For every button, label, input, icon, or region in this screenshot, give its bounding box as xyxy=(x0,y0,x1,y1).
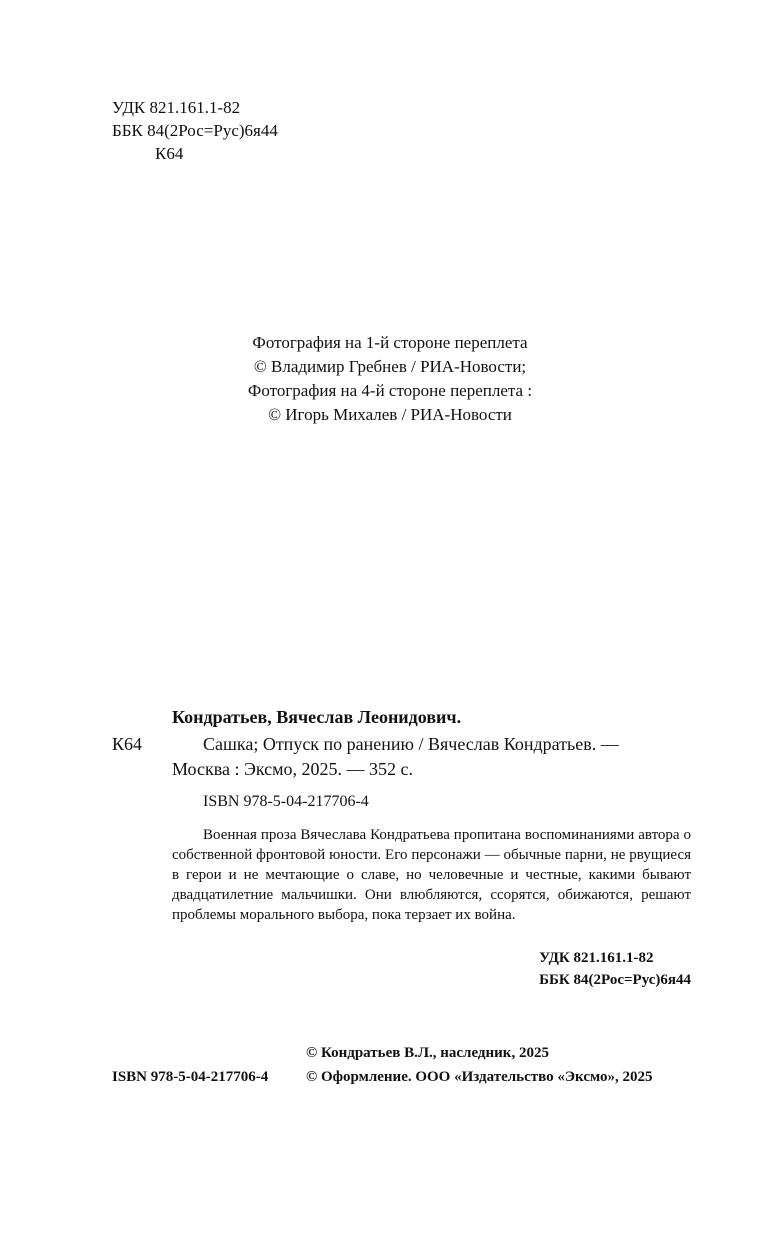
bbk-code-bottom: ББК 84(2Рос=Рус)6я44 xyxy=(539,972,691,988)
isbn-record: ISBN 978-5-04-217706-4 xyxy=(203,793,369,810)
imprint-line: Москва : Эксмо, 2025. — 352 с. xyxy=(172,759,414,779)
photo-credit-line: Фотография на 4-й стороне переплета : xyxy=(247,381,533,400)
photo-credit-line: © Игорь Михалев / РИА-Новости xyxy=(268,405,512,424)
photo-credits xyxy=(180,331,600,427)
side-author-mark: К64 xyxy=(112,734,143,754)
udk-code: УДК 821.161.1-82 xyxy=(112,98,241,117)
top-classification-codes xyxy=(112,96,278,165)
udk-code-bottom: УДК 821.161.1-82 xyxy=(539,950,654,966)
copyright-author: © Кондратьев В.Л., наследник, 2025 xyxy=(306,1045,549,1061)
photo-credit-line: © Владимир Гребнев / РИА-Новости; xyxy=(253,357,527,376)
isbn-bold: ISBN 978-5-04-217706-4 xyxy=(112,1069,269,1085)
title-line: Сашка; Отпуск по ранению / Вячеслав Кондратьев. — xyxy=(203,734,619,754)
bottom-classification-codes xyxy=(539,947,691,991)
photo-credit-line: Фотография на 1-й стороне переплета xyxy=(252,333,528,352)
author-heading: Кондратьев, Вячеслав Леонидович. xyxy=(172,707,462,727)
bbk-code: ББК 84(2Рос=Рус)6я44 xyxy=(112,121,278,140)
annotation xyxy=(172,825,691,925)
author-mark-code: К64 xyxy=(155,144,184,163)
copyright-design: © Оформление. ООО «Издательство «Эксмо», 2025 xyxy=(306,1069,653,1085)
copyright-block xyxy=(306,1041,653,1089)
annotation-text: Военная проза Вячеслава Кондратьева пропитана воспоминаниями автора о собственной фронтовой юности. Его персонажи — обычные парни, не рвущиеся в герои и не мечтающие о славе, но человечные и честные, какими бывают двадцатилетние мальчишки. Они влюбляются, ссорятся, обижаются, решают проблемы морального выбора, пока терзает их война. xyxy=(172,827,691,923)
bibliographic-record xyxy=(172,732,692,782)
